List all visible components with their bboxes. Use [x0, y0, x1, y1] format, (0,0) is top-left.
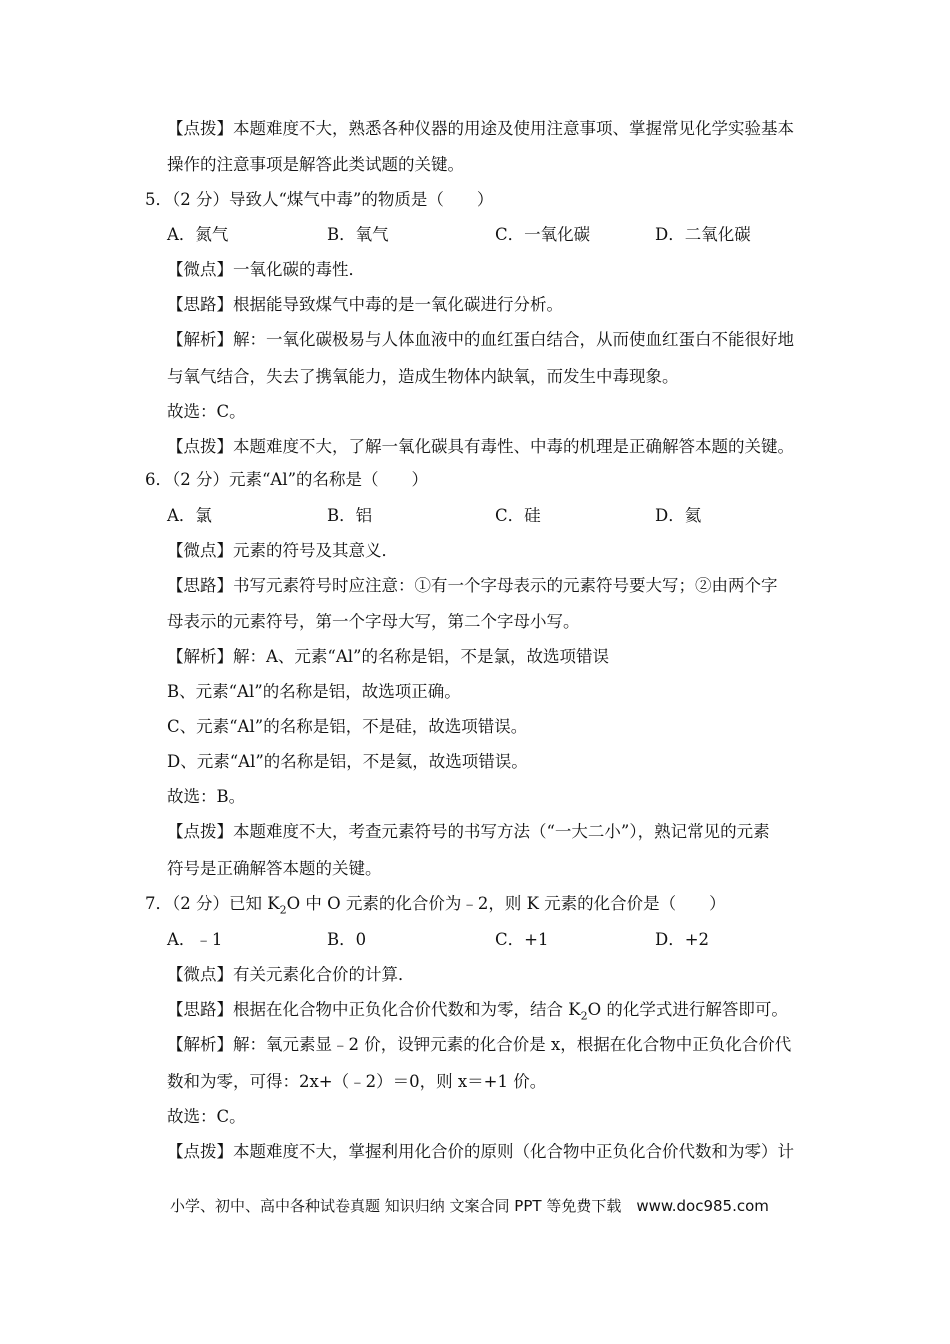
q5-approach: 【思路】根据能导致煤气中毒的是一氧化碳进行分析。	[167, 295, 563, 314]
hint-line: 操作的注意事项是解答此类试题的关键。	[167, 155, 464, 174]
question-5-stem: 5．（2 分）导致人“煤气中毒”的物质是（ ）	[145, 190, 494, 209]
q6-hint: 【点拨】本题难度不大，考查元素符号的书写方法（“一大二小”），熟记常见的元素	[167, 822, 770, 841]
q5-option-b: B．氧气	[327, 225, 389, 244]
q6-approach: 母表示的元素符号，第一个字母大写，第二个字母小写。	[167, 612, 580, 631]
q6-analysis: 【解析】解：A、元素“Al”的名称是铝，不是氯，故选项错误	[167, 647, 609, 666]
footer-banner: 小学、初中、高中各种试卷真题 知识归纳 文案合同 PPT 等免费下载 www.doc985.com	[170, 1197, 769, 1215]
q7-stem-text: 7．（2 分）已知 K	[145, 894, 280, 913]
q6-analysis: D、元素“Al”的名称是铝，不是氦，故选项错误。	[167, 752, 528, 771]
q7-hint: 【点拨】本题难度不大，掌握利用化合价的原则（化合物中正负化合价代数和为零）计	[167, 1142, 794, 1161]
q6-micro-point: 【微点】元素的符号及其意义．	[167, 541, 398, 560]
question-7-stem	[145, 893, 726, 915]
q6-option-b: B．铝	[327, 506, 373, 525]
q6-analysis: B、元素“Al”的名称是铝，故选项正确。	[167, 682, 461, 701]
q7-option-a: A．﹣1	[167, 930, 223, 949]
q7-option-b: B．0	[327, 930, 367, 949]
q6-answer: 故选：B。	[167, 787, 246, 806]
q6-approach: 【思路】书写元素符号时应注意：①有一个字母表示的元素符号要大写；②由两个字	[167, 576, 778, 595]
q5-answer: 故选：C。	[167, 402, 246, 421]
q7-answer: 故选：C。	[167, 1107, 246, 1126]
q7-approach	[167, 999, 788, 1021]
q6-hint: 符号是正确解答本题的关键。	[167, 859, 382, 878]
q5-analysis: 与氧气结合，失去了携氧能力，造成生物体内缺氧，而发生中毒现象。	[167, 367, 679, 386]
q6-option-d: D．氦	[655, 506, 702, 525]
q7-analysis: 数和为零，可得：2x+（﹣2）＝0，则 x＝+1 价。	[167, 1072, 547, 1091]
q6-option-a: A．氯	[167, 506, 212, 525]
q7-analysis: 【解析】解：氧元素显﹣2 价，设钾元素的化合价是 x，根据在化合物中正负化合价代	[167, 1035, 792, 1054]
q7-approach-text: O 的化学式进行解答即可。	[587, 1000, 788, 1019]
subscript: 2	[580, 1009, 588, 1023]
q7-stem-text: O 中 O 元素的化合价为﹣2，则 K 元素的化合价是（ ）	[286, 894, 726, 913]
q7-option-c: C．+1	[495, 930, 549, 949]
q7-option-d: D．+2	[655, 930, 710, 949]
q7-micro-point: 【微点】有关元素化合价的计算．	[167, 965, 415, 984]
q5-option-a: A．氮气	[167, 225, 229, 244]
q5-option-c: C．一氧化碳	[495, 225, 591, 244]
q6-option-c: C．硅	[495, 506, 541, 525]
q6-analysis: C、元素“Al”的名称是铝，不是硅，故选项错误。	[167, 717, 528, 736]
q5-option-d: D．二氧化碳	[655, 225, 751, 244]
subscript: 2	[279, 903, 287, 917]
q5-hint: 【点拨】本题难度不大，了解一氧化碳具有毒性、中毒的机理是正确解答本题的关键。	[167, 437, 794, 456]
q5-analysis: 【解析】解：一氧化碳极易与人体血液中的血红蛋白结合，从而使血红蛋白不能很好地	[167, 330, 794, 349]
question-6-stem: 6．（2 分）元素“Al”的名称是（ ）	[145, 470, 429, 489]
q7-approach-text: 【思路】根据在化合物中正负化合价代数和为零，结合 K	[167, 1000, 581, 1019]
hint-line: 【点拨】本题难度不大，熟悉各种仪器的用途及使用注意事项、掌握常见化学实验基本	[167, 119, 794, 138]
q5-micro-point: 【微点】一氧化碳的毒性．	[167, 260, 365, 279]
